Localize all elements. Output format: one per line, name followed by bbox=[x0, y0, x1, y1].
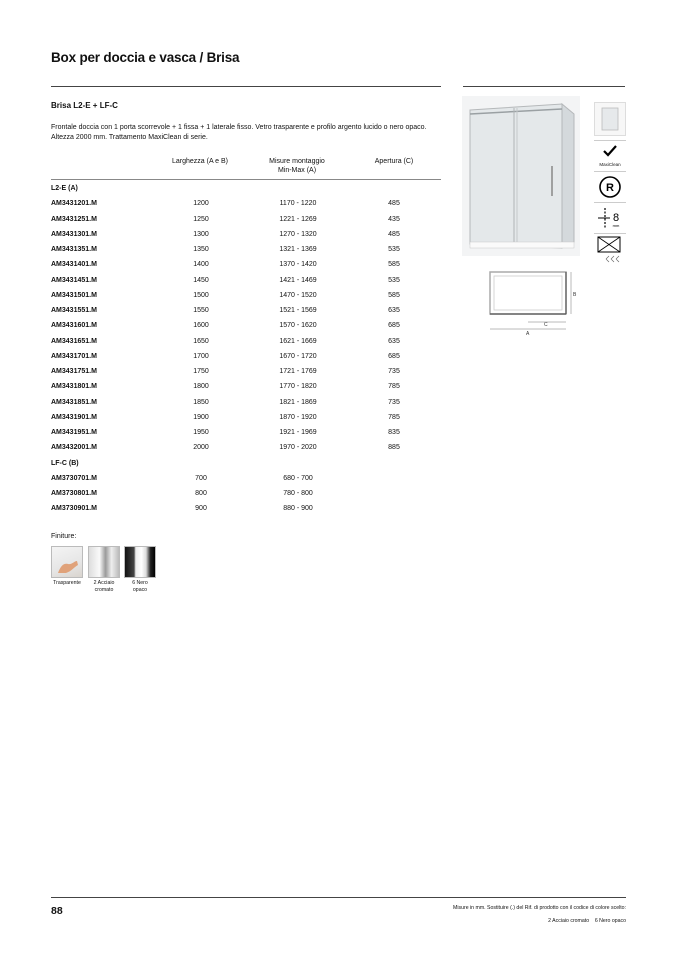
table-row bbox=[51, 338, 441, 353]
width-value: 1700 bbox=[193, 352, 209, 360]
opening-value: 635 bbox=[388, 307, 400, 314]
width-value: 1350 bbox=[193, 246, 209, 253]
opening-value: 735 bbox=[388, 398, 400, 406]
table-row bbox=[51, 444, 441, 459]
width-value: 1400 bbox=[193, 261, 209, 269]
width-value: 1450 bbox=[193, 276, 209, 284]
product-code: AM3431651.M bbox=[51, 337, 97, 345]
footer-note: Misure in mm. Sostituire (.) del Rif. di prodotto con il codice di colore scelto: bbox=[453, 905, 626, 911]
product-code: AM3431951.M bbox=[51, 429, 97, 436]
mount-range-value: 1970 - 2020 bbox=[279, 444, 317, 452]
width-value: 1650 bbox=[193, 337, 209, 345]
mount-range-value: 1521 - 1569 bbox=[279, 307, 317, 314]
table-row bbox=[51, 246, 441, 261]
table-row bbox=[51, 353, 441, 368]
width-value: 1200 bbox=[193, 200, 209, 208]
sliding-door-icon bbox=[594, 235, 626, 263]
width-value: 700 bbox=[195, 474, 207, 482]
thumbnail-icon bbox=[594, 102, 626, 136]
table-row bbox=[51, 383, 441, 398]
table-row bbox=[51, 292, 441, 307]
table-group-heading bbox=[51, 460, 441, 475]
page-title: Box per doccia e vasca / Brisa bbox=[51, 50, 240, 65]
swatch-transparent bbox=[51, 546, 83, 578]
product-code: AM3432001.M bbox=[51, 444, 97, 452]
table-row bbox=[51, 261, 441, 276]
width-value: 1850 bbox=[193, 398, 209, 406]
maxiclean-label: MaxiClean bbox=[599, 162, 621, 167]
reversible-icon bbox=[594, 174, 626, 200]
header-opening: Apertura (C) bbox=[374, 158, 414, 165]
mount-range-value: 1370 - 1420 bbox=[279, 261, 317, 269]
group-label: L2-E (A) bbox=[51, 185, 78, 192]
mount-range-value: 1621 - 1669 bbox=[279, 337, 317, 345]
width-value: 1500 bbox=[193, 291, 209, 299]
mount-range-value: 1321 - 1369 bbox=[279, 246, 317, 253]
opening-value: 785 bbox=[388, 413, 400, 421]
table-row bbox=[51, 475, 441, 490]
footer-divider bbox=[51, 897, 626, 898]
mount-range-value: 780 - 800 bbox=[283, 490, 313, 497]
width-value: 1750 bbox=[193, 368, 209, 375]
plan-diagram bbox=[484, 266, 580, 342]
mount-range-value: 1221 - 1269 bbox=[279, 215, 317, 223]
opening-value: 485 bbox=[388, 230, 400, 238]
product-code: AM3730901.M bbox=[51, 505, 97, 513]
product-image bbox=[462, 96, 580, 256]
opening-value: 535 bbox=[388, 246, 400, 253]
mount-range-value: 1570 - 1620 bbox=[279, 322, 317, 330]
mount-range-value: 1921 - 1969 bbox=[279, 429, 317, 436]
product-subtitle: Brisa L2-E + LF-C bbox=[51, 101, 118, 110]
footer-colors: 2 Acciaio cromato 6 Nero opaco bbox=[548, 918, 626, 924]
header-mount-line1: Misure montaggio bbox=[269, 158, 325, 165]
product-code: AM3431751.M bbox=[51, 368, 97, 375]
header-divider-right bbox=[463, 86, 625, 87]
opening-value: 685 bbox=[388, 352, 400, 360]
diagram-label-c: C bbox=[544, 322, 548, 328]
product-code: AM3431351.M bbox=[51, 246, 97, 253]
opening-value: 585 bbox=[388, 261, 400, 269]
table-row bbox=[51, 505, 441, 520]
table-row bbox=[51, 200, 441, 215]
table-row bbox=[51, 307, 441, 322]
product-code: AM3431451.M bbox=[51, 276, 97, 284]
mount-range-value: 1270 - 1320 bbox=[279, 230, 317, 238]
product-code: AM3431551.M bbox=[51, 307, 97, 314]
table-group-heading bbox=[51, 185, 441, 200]
mount-range-value: 1670 - 1720 bbox=[279, 352, 317, 360]
group-label: LF-C (B) bbox=[51, 459, 79, 467]
hand-icon bbox=[52, 547, 82, 577]
svg-text:8: 8 bbox=[612, 212, 620, 224]
width-value: 1600 bbox=[193, 322, 209, 330]
opening-value: 435 bbox=[388, 215, 400, 223]
mount-range-value: 1770 - 1820 bbox=[279, 383, 317, 391]
opening-value: 485 bbox=[388, 200, 400, 208]
mount-range-value: 880 - 900 bbox=[283, 505, 313, 513]
mount-range-value: 1870 - 1920 bbox=[279, 413, 317, 421]
swatch-black-matt bbox=[124, 546, 156, 578]
table-row bbox=[51, 322, 441, 337]
header-mount bbox=[253, 157, 341, 175]
product-code: AM3431401.M bbox=[51, 261, 97, 269]
opening-value: 885 bbox=[388, 444, 400, 452]
product-code: AM3431201.M bbox=[51, 200, 97, 208]
table-row bbox=[51, 429, 441, 444]
table-row bbox=[51, 414, 441, 429]
mount-range-value: 1721 - 1769 bbox=[279, 368, 317, 375]
swatch-caption-transparent: Trasparente bbox=[53, 580, 81, 586]
mount-range-value: 1421 - 1469 bbox=[279, 276, 317, 284]
diagram-label-a: A bbox=[526, 331, 530, 337]
product-code: AM3431501.M bbox=[51, 291, 97, 299]
product-code: AM3730801.M bbox=[51, 490, 97, 497]
width-value: 800 bbox=[195, 490, 207, 497]
table-row bbox=[51, 399, 441, 414]
width-value: 1300 bbox=[193, 230, 209, 238]
width-value: 900 bbox=[195, 505, 207, 513]
product-code: AM3730701.M bbox=[51, 474, 97, 482]
width-value: 2000 bbox=[193, 444, 209, 452]
width-value: 1900 bbox=[193, 413, 209, 421]
opening-value: 535 bbox=[388, 276, 400, 284]
product-code: AM3431251.M bbox=[51, 215, 97, 223]
swatch-chrome bbox=[88, 546, 120, 578]
finishes-label: Finiture: bbox=[51, 533, 77, 540]
product-code: AM3431901.M bbox=[51, 413, 97, 421]
product-code: AM3431301.M bbox=[51, 230, 97, 238]
width-value: 1550 bbox=[193, 307, 209, 314]
width-value: 1800 bbox=[193, 383, 209, 391]
table-row bbox=[51, 216, 441, 231]
table-row bbox=[51, 277, 441, 292]
opening-value: 835 bbox=[388, 429, 400, 436]
product-code: AM3431801.M bbox=[51, 383, 97, 391]
opening-value: 785 bbox=[388, 383, 400, 391]
header-divider-left bbox=[51, 86, 441, 87]
svg-text:R: R bbox=[606, 182, 614, 194]
product-code: AM3431851.M bbox=[51, 398, 97, 406]
header-width: Larghezza (A e B) bbox=[171, 158, 229, 165]
svg-text:mm: mm bbox=[612, 223, 620, 228]
table-row bbox=[51, 490, 441, 505]
width-value: 1950 bbox=[193, 429, 209, 436]
mount-range-value: 680 - 700 bbox=[283, 474, 313, 482]
product-description: Frontale doccia con 1 porta scorrevole + 1 fissa + 1 laterale fisso. Vetro trasparente e profilo argento lucido o nero opaco. Altezza 2000 mm. Trattamento MaxiClean di serie. bbox=[51, 124, 427, 141]
page-number: 88 bbox=[51, 905, 63, 917]
swatch-caption-chrome: 2 Acciaio cromato bbox=[93, 580, 115, 593]
opening-value: 635 bbox=[388, 337, 400, 345]
swatch-caption-black: 6 Nero opaco bbox=[132, 580, 148, 593]
table-row bbox=[51, 231, 441, 246]
header-mount-line2: Min-Max (A) bbox=[277, 167, 317, 174]
maxiclean-icon bbox=[594, 143, 626, 169]
table-row bbox=[51, 368, 441, 383]
mount-range-value: 1470 - 1520 bbox=[279, 291, 317, 299]
opening-value: 585 bbox=[388, 291, 400, 299]
mount-range-value: 1170 - 1220 bbox=[279, 200, 317, 208]
opening-value: 685 bbox=[388, 322, 400, 330]
product-code: AM3431601.M bbox=[51, 322, 97, 330]
opening-value: 735 bbox=[388, 368, 400, 375]
diagram-label-b: B bbox=[573, 292, 577, 298]
width-value: 1250 bbox=[193, 215, 209, 223]
mount-range-value: 1821 - 1869 bbox=[279, 398, 317, 406]
adjustment-icon bbox=[594, 205, 626, 231]
product-code: AM3431701.M bbox=[51, 352, 97, 360]
table-header-divider bbox=[51, 179, 441, 180]
